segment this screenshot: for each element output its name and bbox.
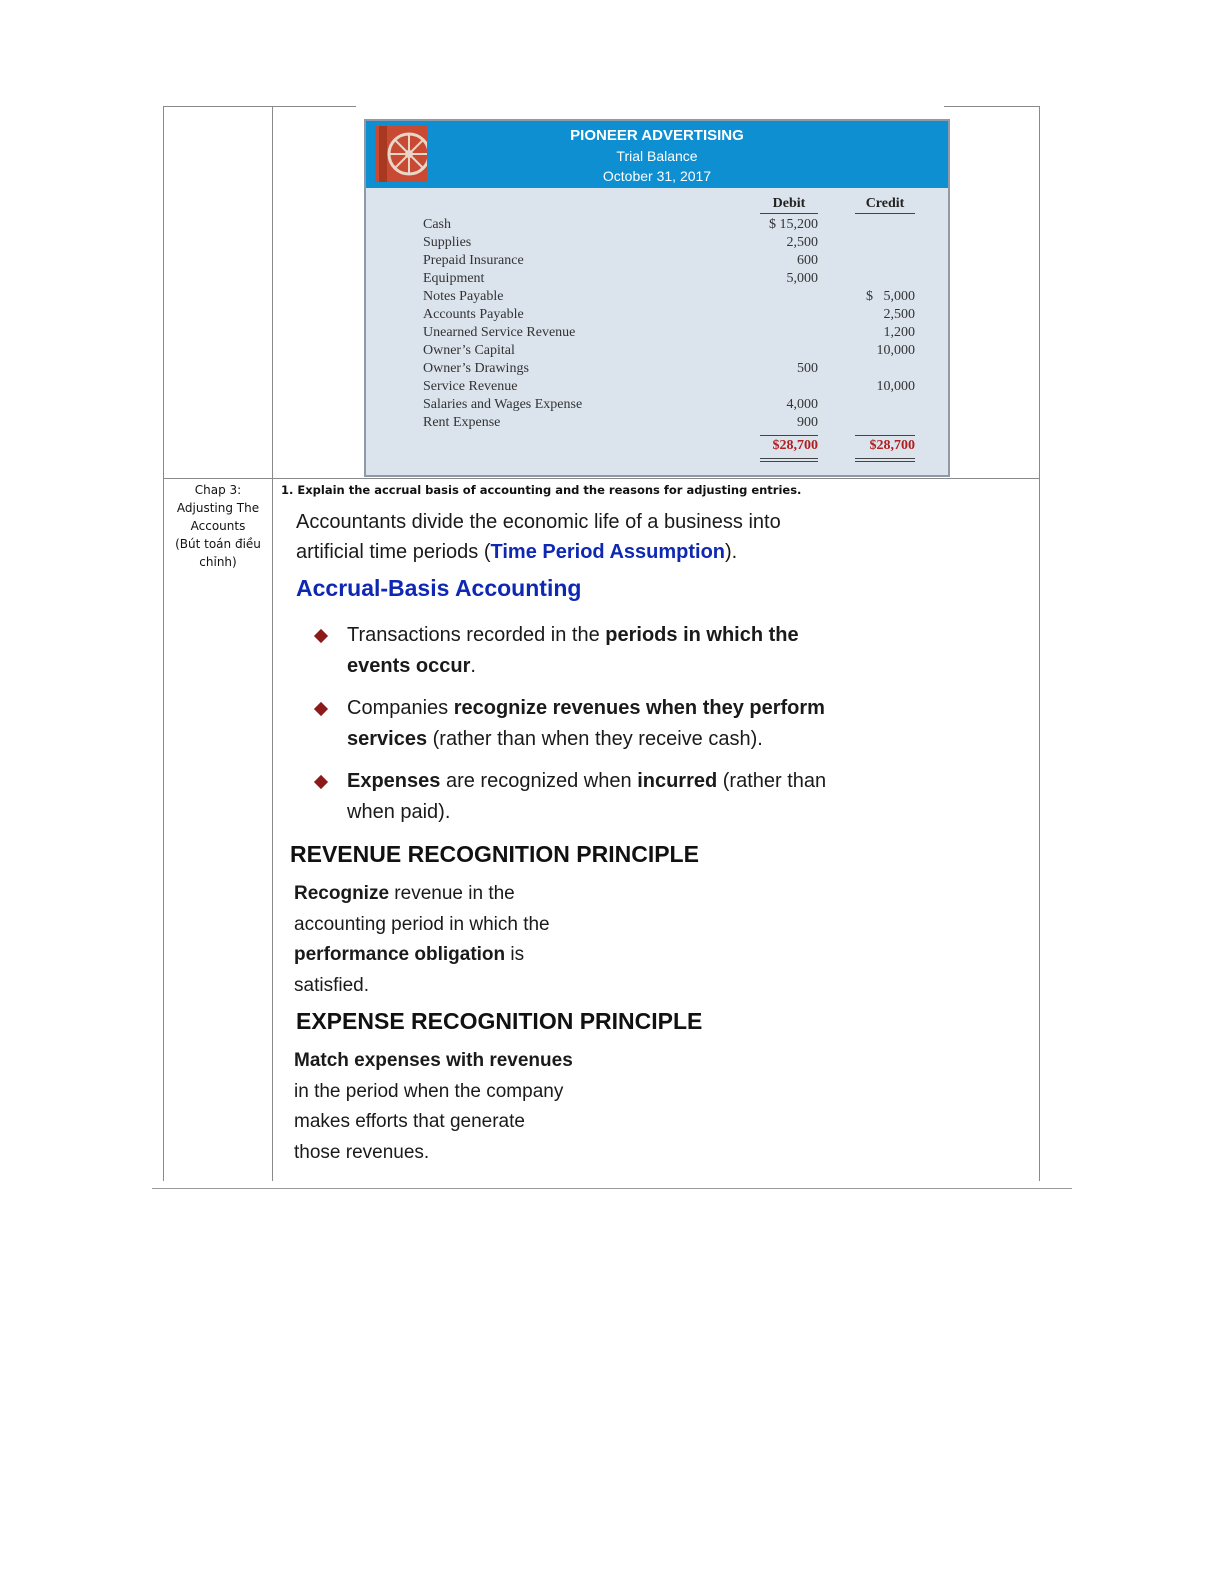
table-row — [366, 289, 948, 307]
bullet-item-3 — [347, 766, 867, 828]
debit-amount: $ 15,200 — [769, 217, 818, 232]
revenue-principle-heading: REVENUE RECOGNITION PRINCIPLE — [290, 841, 699, 867]
table-row — [366, 343, 948, 361]
table-border-top-left — [163, 106, 356, 107]
bullet-text: (rather than when they receive cash). — [427, 728, 763, 750]
credit-amount: 10,000 — [876, 343, 915, 358]
principle-text: makes efforts that generate — [294, 1111, 525, 1132]
trial-balance-header — [366, 121, 948, 188]
credit-amount: 10,000 — [876, 379, 915, 394]
account-name: Notes Payable — [423, 289, 504, 304]
principle-text: those revenues. — [294, 1141, 430, 1163]
table-border-top-right — [944, 106, 1040, 107]
double-rule-debit-2 — [760, 461, 818, 462]
table-row — [366, 415, 948, 433]
table-row — [366, 325, 948, 343]
account-name: Supplies — [423, 235, 472, 250]
principle-emphasis: performance obligation — [294, 944, 506, 965]
table-row — [366, 235, 948, 253]
account-name: Cash — [423, 217, 451, 232]
principle-emphasis: Match expenses with revenues — [294, 1050, 573, 1071]
bullet-text: Transactions recorded in the — [347, 624, 606, 646]
bullet-emphasis: services — [347, 728, 428, 750]
account-name: Prepaid Insurance — [423, 253, 524, 268]
principle-text: accounting period in which the — [294, 913, 550, 935]
account-name: Unearned Service Revenue — [423, 325, 576, 340]
bullet-emphasis: recognize revenues when they perform — [453, 697, 825, 719]
intro-line-2 — [296, 537, 737, 567]
expense-principle-body — [294, 1046, 573, 1168]
bullet-text: . — [470, 655, 476, 677]
table-row-divider — [163, 478, 1040, 479]
table-row — [366, 379, 948, 397]
table-row — [366, 253, 948, 271]
bullet-text: (rather than — [717, 770, 827, 792]
table-row — [366, 397, 948, 415]
principle-text: satisfied. — [294, 974, 369, 996]
credit-amount: 1,200 — [883, 325, 915, 340]
table-row — [366, 271, 948, 289]
account-name: Service Revenue — [423, 379, 518, 394]
debit-amount: 2,500 — [786, 235, 818, 250]
account-name: Owner’s Capital — [423, 343, 515, 358]
bullet-emphasis: periods in which the — [605, 624, 799, 646]
debit-amount: 5,000 — [786, 271, 818, 286]
debit-column-header: Debit — [760, 196, 818, 214]
table-row — [366, 361, 948, 379]
table-row — [366, 307, 948, 325]
debit-amount: 4,000 — [786, 397, 818, 412]
total-debit: $28,700 — [772, 438, 818, 453]
intro-line-1: Accountants divide the economic life of a business into — [296, 511, 781, 533]
table-border-left — [163, 106, 164, 1181]
bullet-text: when paid). — [347, 801, 451, 823]
table-row — [366, 217, 948, 235]
subtotal-rule-debit — [760, 435, 818, 436]
bullet-emphasis: incurred — [637, 770, 718, 792]
double-rule-credit — [855, 458, 915, 459]
account-name: Accounts Payable — [423, 307, 524, 322]
account-name: Salaries and Wages Expense — [423, 397, 583, 412]
account-name: Owner’s Drawings — [423, 361, 529, 376]
bullet-item-2 — [347, 693, 867, 755]
debit-amount: 900 — [797, 415, 818, 430]
double-rule-debit — [760, 458, 818, 459]
principle-emphasis: Recognize — [294, 883, 390, 904]
expense-principle-heading: EXPENSE RECOGNITION PRINCIPLE — [296, 1008, 703, 1034]
time-period-assumption-term: Time Period Assumption — [490, 541, 725, 563]
statement-date: October 31, 2017 — [602, 168, 712, 184]
bullet-text: Companies — [347, 697, 454, 719]
statement-title: Trial Balance — [616, 148, 698, 164]
chapter-label — [166, 481, 270, 571]
debit-amount: 600 — [797, 253, 818, 268]
account-name: Rent Expense — [423, 415, 501, 430]
bullet-emphasis: Expenses — [347, 770, 441, 792]
revenue-principle-body — [294, 879, 550, 1001]
table-border-right — [1039, 106, 1040, 1181]
page-bottom-rule — [152, 1188, 1072, 1189]
bullet-emphasis: events occur — [347, 655, 471, 677]
intro-text: artificial time periods ( — [296, 541, 491, 563]
credit-amount: $ 5,000 — [866, 289, 915, 304]
double-rule-credit-2 — [855, 461, 915, 462]
total-credit: $28,700 — [869, 438, 915, 453]
bullet-text: are recognized when — [440, 770, 638, 792]
accrual-heading: Accrual-Basis Accounting — [296, 575, 582, 601]
principle-text: is — [505, 944, 525, 965]
credit-column-header: Credit — [855, 196, 915, 214]
company-name: PIONEER ADVERTISING — [570, 127, 744, 144]
account-name: Equipment — [423, 271, 485, 286]
chapter-label-line: chỉnh) — [199, 555, 237, 569]
bullet-item-1 — [347, 620, 867, 682]
chapter-label-line: Adjusting The — [176, 501, 260, 515]
principle-text: revenue in the — [389, 883, 515, 904]
credit-amount: 2,500 — [883, 307, 915, 322]
question-title: 1. Explain the accrual basis of accounting and the reasons for adjusting entries. — [281, 483, 802, 497]
principle-text: in the period when the company — [294, 1080, 564, 1102]
subtotal-rule-credit — [855, 435, 915, 436]
table-column-divider — [272, 106, 273, 1181]
chapter-label-line: Accounts — [190, 519, 246, 533]
debit-amount: 500 — [797, 361, 818, 376]
chapter-label-line: (Bút toán điều — [175, 537, 261, 551]
trial-balance-figure — [364, 119, 950, 477]
intro-text-end: ). — [725, 541, 738, 563]
chapter-label-line: Chap 3: — [194, 483, 242, 497]
